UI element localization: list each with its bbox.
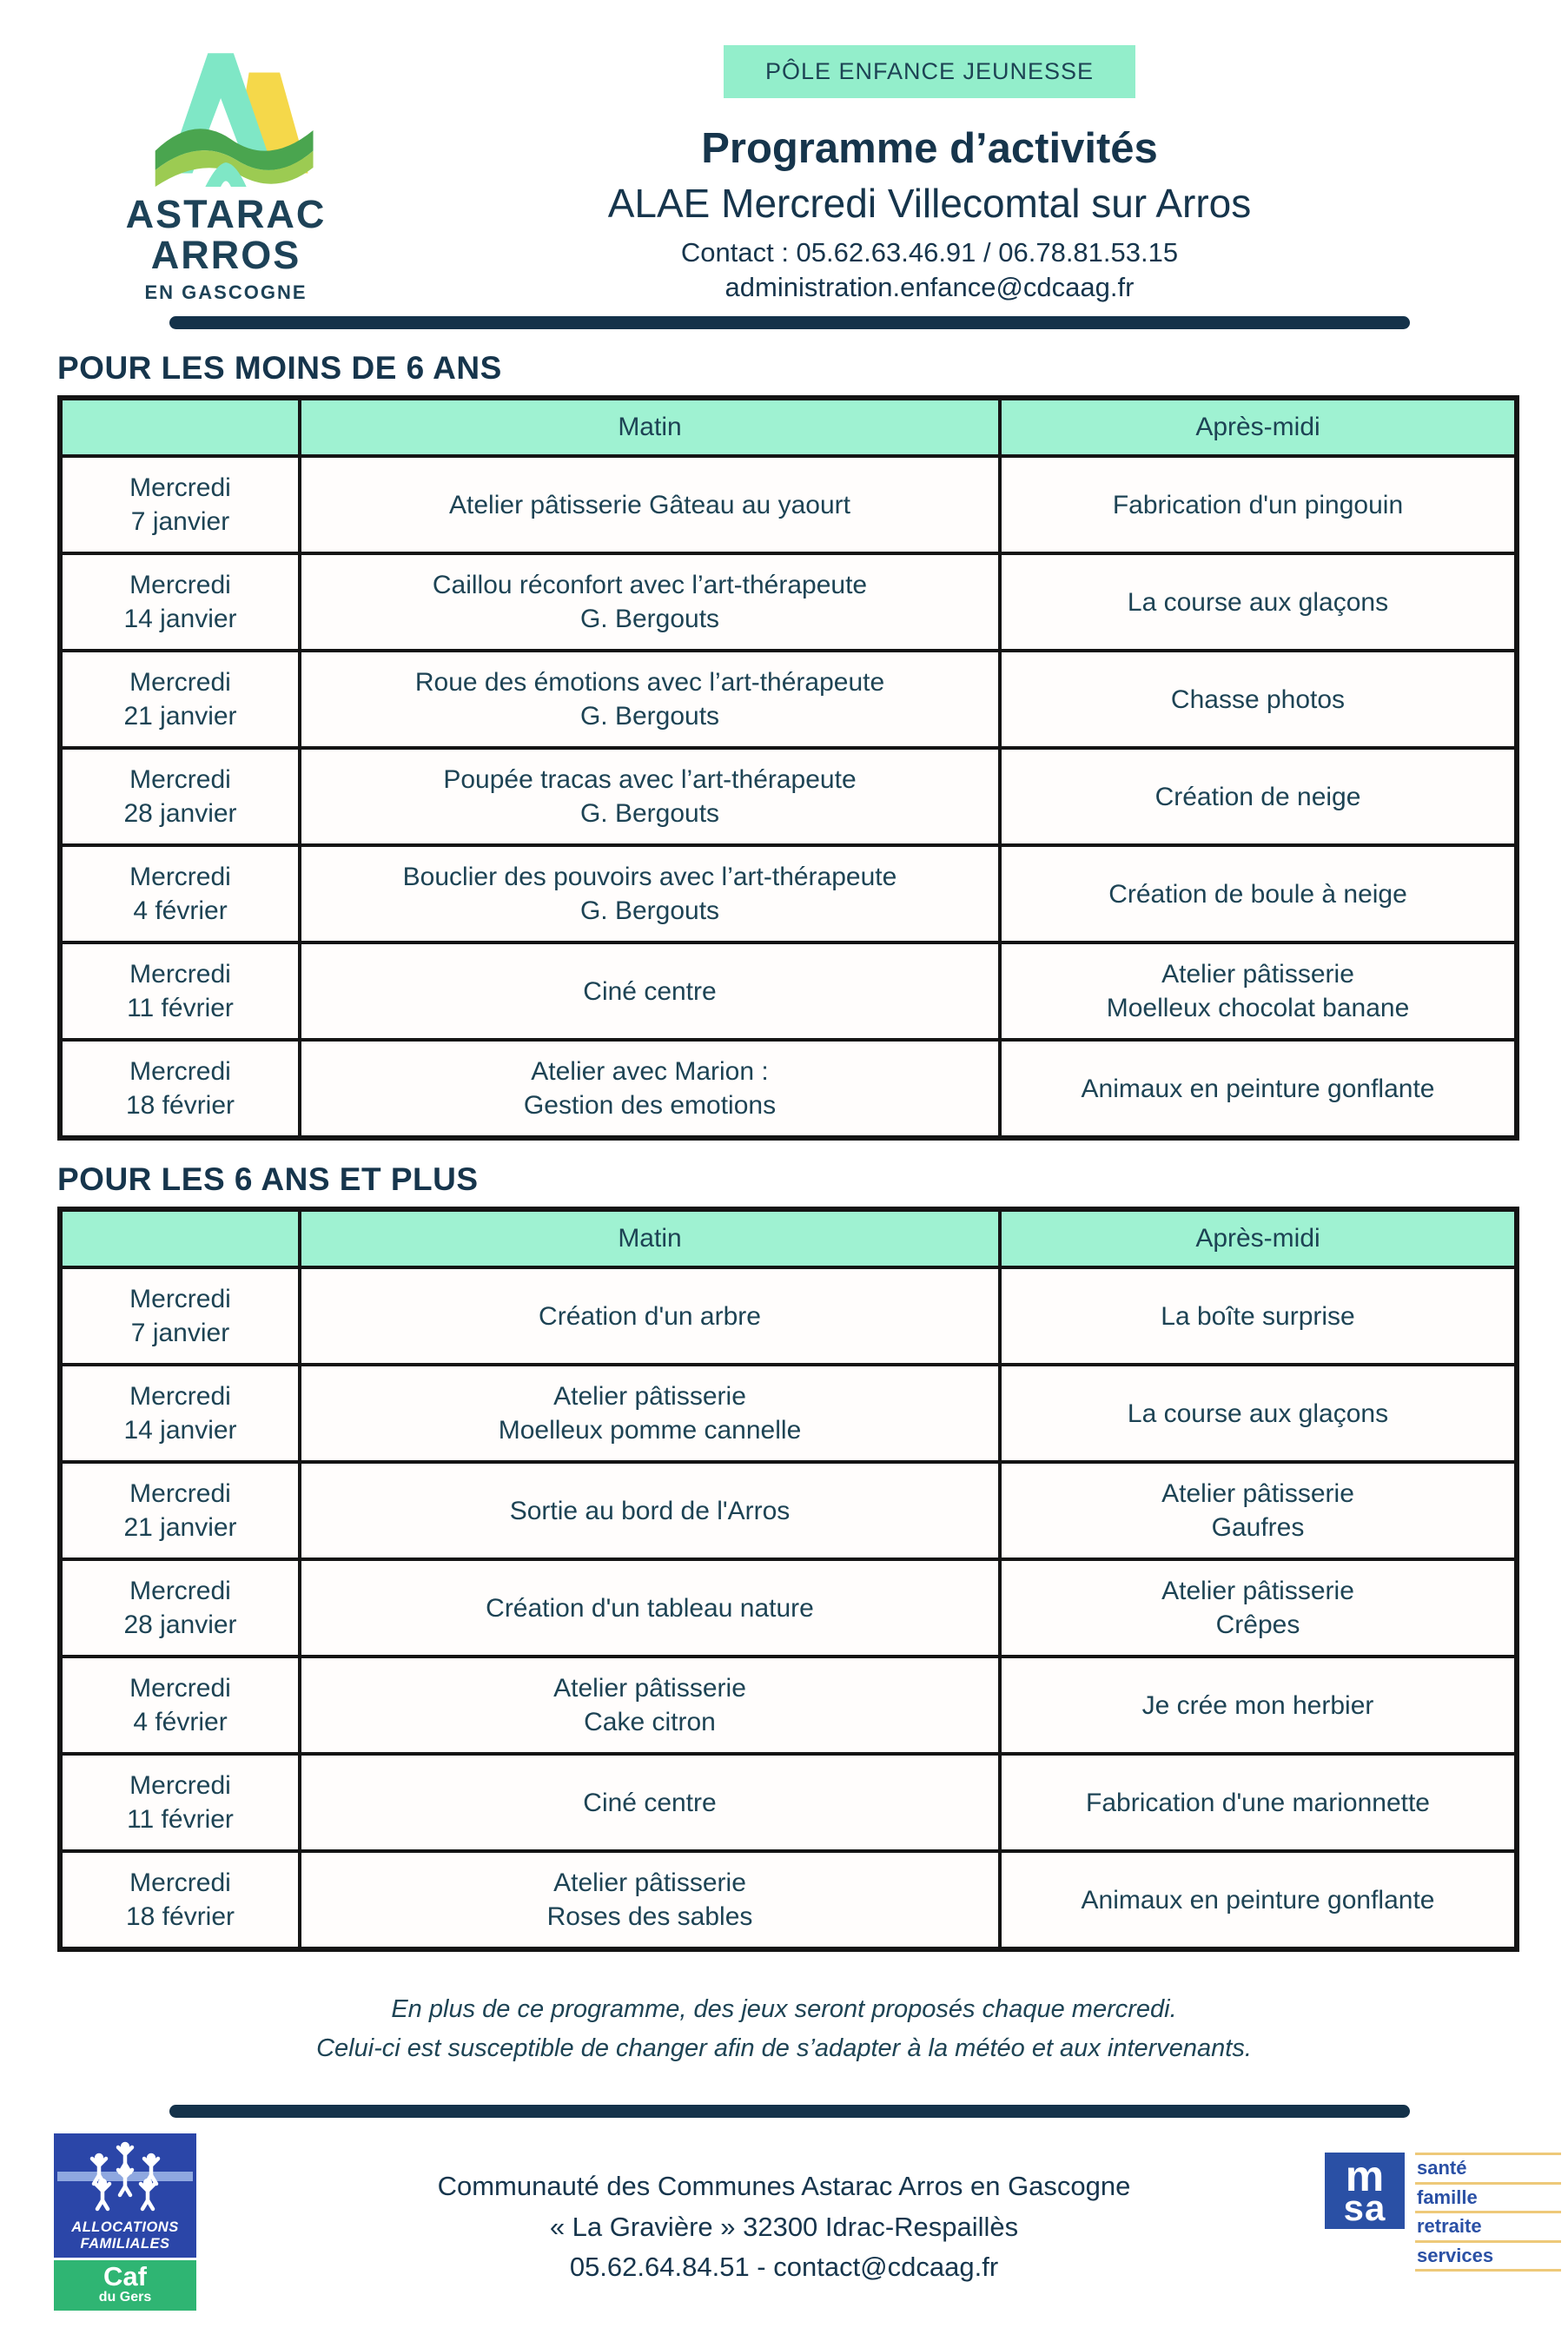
table-row — [60, 553, 1517, 651]
caf-logo — [54, 2133, 196, 2311]
column-header-matin: Matin — [300, 398, 1000, 456]
date-cell: Mercredi 28 janvier — [60, 1559, 300, 1657]
table-row — [60, 456, 1517, 553]
column-header-date — [60, 398, 300, 456]
date-cell: Mercredi 11 février — [60, 1754, 300, 1851]
section-heading-6-plus: POUR LES 6 ANS ET PLUS — [57, 1161, 479, 1198]
date-cell: Mercredi 14 janvier — [60, 553, 300, 651]
apres-midi-cell: Animaux en peinture gonflante — [1000, 1040, 1517, 1138]
matin-cell: Atelier pâtisserie Cake citron — [300, 1657, 1000, 1754]
header-titles — [369, 42, 1490, 304]
header — [0, 0, 1568, 304]
apres-midi-cell: Création de boule à neige — [1000, 845, 1517, 942]
matin-cell: Atelier avec Marion : Gestion des emotions — [300, 1040, 1000, 1138]
footer-org-name: Communauté des Communes Astarac Arros en Gascogne — [437, 2171, 1131, 2202]
apres-midi-cell: Atelier pâtisserie Gaufres — [1000, 1462, 1517, 1559]
date-cell: Mercredi 4 février — [60, 845, 300, 942]
caf-alloc-line1: ALLOCATIONS — [71, 2219, 179, 2236]
apres-midi-cell: Atelier pâtisserie Moelleux chocolat banane — [1000, 942, 1517, 1040]
matin-cell: Caillou réconfort avec l’art-thérapeute G. Bergouts — [300, 553, 1000, 651]
matin-cell: Création d'un arbre — [300, 1267, 1000, 1365]
caf-logo-blue-panel — [54, 2133, 196, 2258]
note-line2: Celui-ci est susceptible de changer afin de s’adapter à la météo et aux intervenants. — [316, 2034, 1252, 2063]
msa-logo — [1325, 2153, 1561, 2272]
msa-service-famille: famille — [1415, 2185, 1561, 2214]
apres-midi-cell: Création de neige — [1000, 748, 1517, 845]
table-row — [60, 942, 1517, 1040]
date-cell: Mercredi 21 janvier — [60, 651, 300, 748]
program-note — [0, 1990, 1568, 2068]
msa-service-sante: santé — [1415, 2155, 1561, 2185]
table-row — [60, 651, 1517, 748]
apres-midi-cell: Atelier pâtisserie Crêpes — [1000, 1559, 1517, 1657]
matin-cell: Atelier pâtisserie Roses des sables — [300, 1851, 1000, 1949]
msa-logo-mark — [1325, 2153, 1405, 2229]
matin-cell: Ciné centre — [300, 942, 1000, 1040]
section-heading-under-6: POUR LES MOINS DE 6 ANS — [57, 350, 502, 387]
msa-letters-sa: sa — [1343, 2187, 1386, 2229]
page-subtitle: ALAE Mercredi Villecomtal sur Arros — [607, 181, 1252, 226]
caf-logo-green-panel — [54, 2260, 196, 2311]
logo-name-line2: ARROS — [150, 232, 301, 277]
table-header-row — [60, 398, 1517, 456]
matin-cell: Roue des émotions avec l’art-thérapeute G. Bergouts — [300, 651, 1000, 748]
date-cell: Mercredi 11 février — [60, 942, 300, 1040]
table-row — [60, 748, 1517, 845]
msa-letter-m: m — [1345, 2152, 1385, 2201]
apres-midi-cell: Animaux en peinture gonflante — [1000, 1851, 1517, 1949]
logo-tagline: EN GASCOGNE — [144, 281, 308, 303]
table-row — [60, 1851, 1517, 1949]
date-cell: Mercredi 28 janvier — [60, 748, 300, 845]
caf-alloc-line2: FAMILIALES — [80, 2236, 170, 2252]
apres-midi-cell: La boîte surprise — [1000, 1267, 1517, 1365]
contact-email: administration.enfance@cdcaag.fr — [724, 271, 1135, 302]
apres-midi-cell: Fabrication d'un pingouin — [1000, 456, 1517, 553]
matin-cell: Atelier pâtisserie Gâteau au yaourt — [300, 456, 1000, 553]
pole-enfance-badge: PÔLE ENFANCE JEUNESSE — [724, 45, 1135, 98]
page-title: Programme d’activités — [701, 125, 1158, 172]
apres-midi-cell: La course aux glaçons — [1000, 1365, 1517, 1462]
contact-phone: Contact : 05.62.63.46.91 / 06.78.81.53.15 — [680, 237, 1179, 268]
top-divider-bar — [169, 316, 1410, 329]
apres-midi-cell: La course aux glaçons — [1000, 553, 1517, 651]
msa-service-services: services — [1415, 2243, 1561, 2272]
column-header-date — [60, 1209, 300, 1267]
matin-cell: Création d'un tableau nature — [300, 1559, 1000, 1657]
table-row — [60, 845, 1517, 942]
footer-org-address: « La Gravière » 32300 Idrac-Respaillès — [549, 2211, 1019, 2242]
mountains-icon — [126, 42, 326, 189]
date-cell: Mercredi 7 janvier — [60, 1267, 300, 1365]
apres-midi-cell: Chasse photos — [1000, 651, 1517, 748]
program-table-6-plus — [57, 1207, 1519, 1952]
date-cell: Mercredi 18 février — [60, 1040, 300, 1138]
date-cell: Mercredi 21 janvier — [60, 1462, 300, 1559]
matin-cell: Atelier pâtisserie Moelleux pomme cannelle — [300, 1365, 1000, 1462]
date-cell: Mercredi 7 janvier — [60, 456, 300, 553]
caf-region: du Gers — [98, 2290, 152, 2305]
astarac-arros-logo — [83, 42, 369, 304]
msa-services-list — [1415, 2153, 1561, 2272]
table-row — [60, 1040, 1517, 1138]
date-cell: Mercredi 14 janvier — [60, 1365, 300, 1462]
bottom-divider-bar — [169, 2105, 1410, 2118]
footer — [0, 2128, 1568, 2328]
logo-name-line1: ASTARAC — [125, 192, 327, 236]
apres-midi-cell: Fabrication d'une marionnette — [1000, 1754, 1517, 1851]
matin-cell: Bouclier des pouvoirs avec l’art-thérapeute G. Bergouts — [300, 845, 1000, 942]
apres-midi-cell: Je crée mon herbier — [1000, 1657, 1517, 1754]
msa-service-retraite: retraite — [1415, 2213, 1561, 2243]
date-cell: Mercredi 4 février — [60, 1657, 300, 1754]
table-row — [60, 1267, 1517, 1365]
footer-address — [438, 2166, 1131, 2288]
caf-name: Caf — [103, 2261, 147, 2292]
table-row — [60, 1365, 1517, 1462]
matin-cell: Sortie au bord de l'Arros — [300, 1462, 1000, 1559]
table-row — [60, 1462, 1517, 1559]
table-header-row — [60, 1209, 1517, 1267]
column-header-apres-midi: Après-midi — [1000, 398, 1517, 456]
note-line1: En plus de ce programme, des jeux seront proposés chaque mercredi. — [391, 1995, 1177, 2024]
table-row — [60, 1657, 1517, 1754]
column-header-matin: Matin — [300, 1209, 1000, 1267]
caf-family-icon — [57, 2140, 193, 2215]
column-header-apres-midi: Après-midi — [1000, 1209, 1517, 1267]
program-table-under-6 — [57, 395, 1519, 1141]
footer-org-contact: 05.62.64.84.51 - contact@cdcaag.fr — [569, 2252, 999, 2283]
table-row — [60, 1559, 1517, 1657]
table-row — [60, 1754, 1517, 1851]
date-cell: Mercredi 18 février — [60, 1851, 300, 1949]
matin-cell: Ciné centre — [300, 1754, 1000, 1851]
matin-cell: Poupée tracas avec l’art-thérapeute G. Bergouts — [300, 748, 1000, 845]
